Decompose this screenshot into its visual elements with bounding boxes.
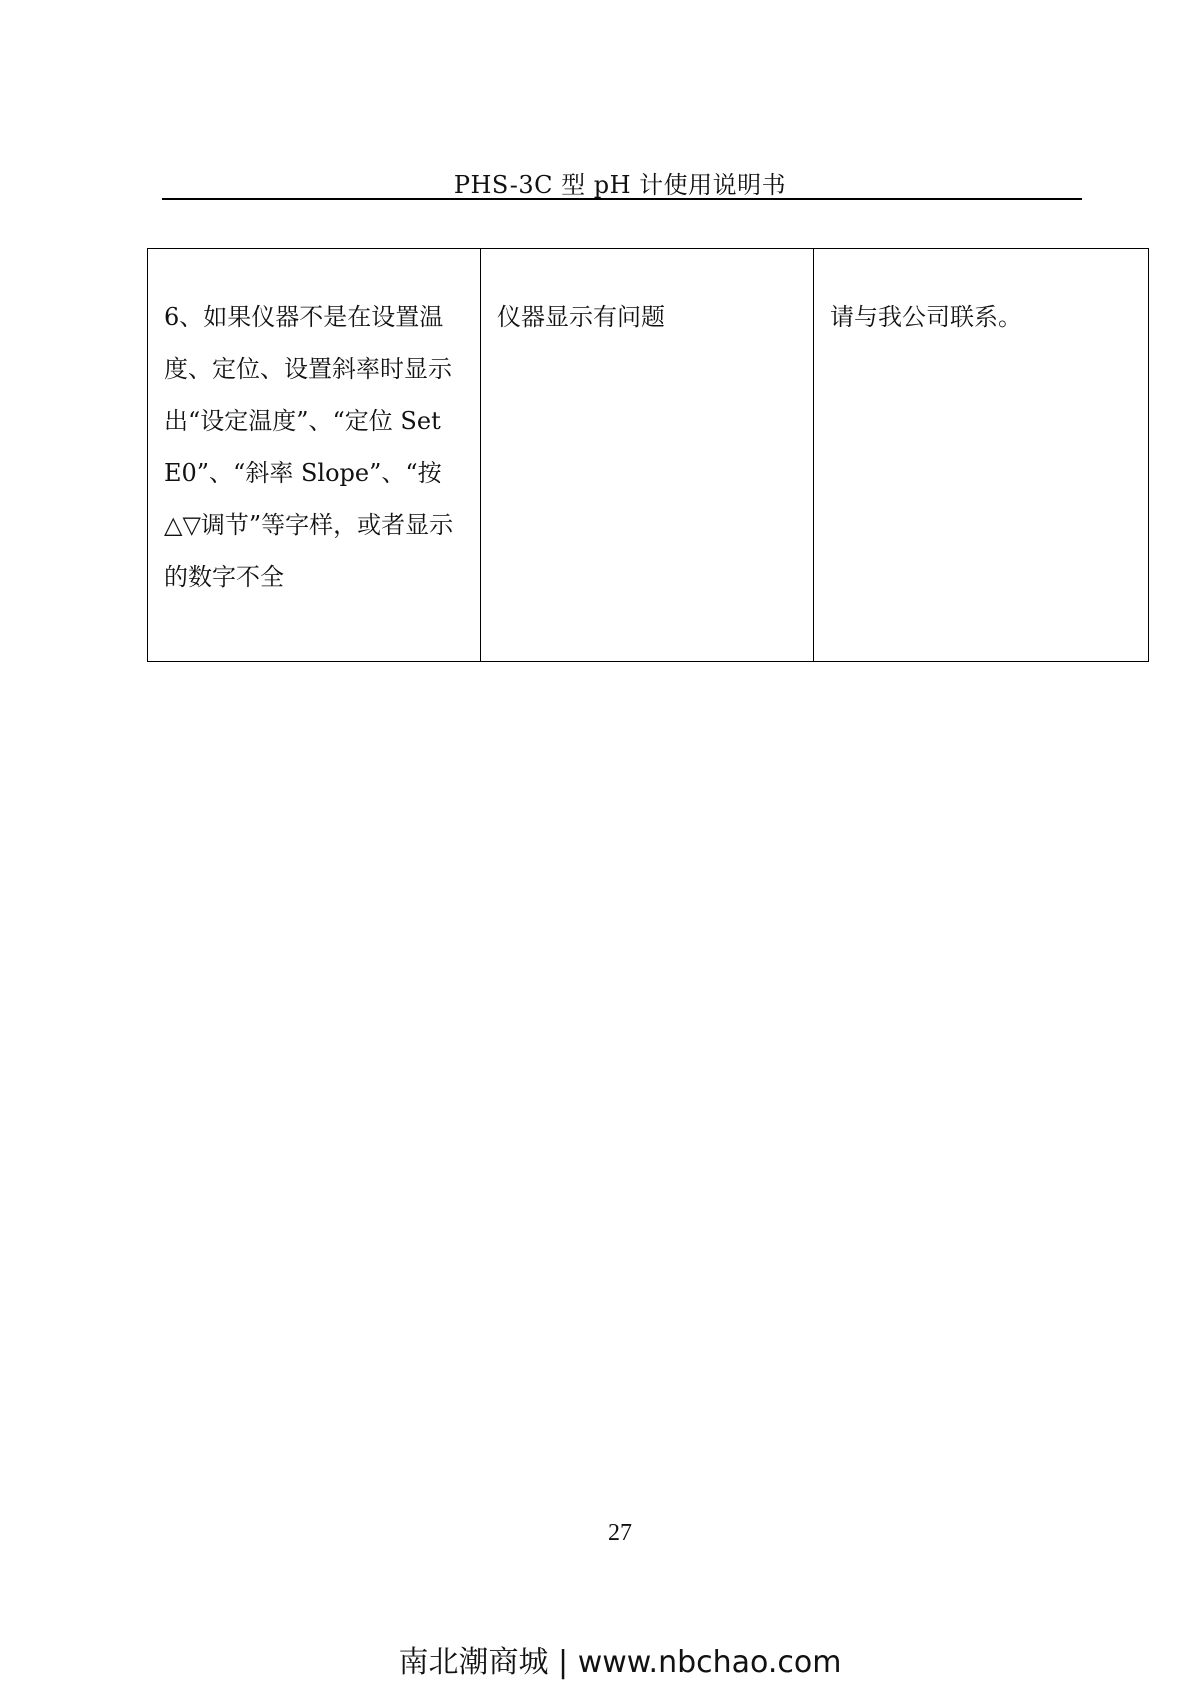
header-rule (162, 198, 1082, 200)
header-title: PHS-3C 型 pH 计使用说明书 (453, 171, 787, 199)
symptom-cell: 6、如果仪器不是在设置温度、定位、设置斜率时显示出“设定温度”、“定位 Set E0”、“斜率 Slope”、“按△▽调节”等字样，或者显示的数字不全 (148, 249, 481, 662)
cause-cell: 仪器显示有问题 (481, 249, 814, 662)
remedy-cell: 请与我公司联系。 (814, 249, 1149, 662)
watermark-text: 南北潮商城 | www.nbchao.com (398, 1645, 842, 1680)
table-row (148, 249, 1149, 662)
troubleshooting-table (147, 248, 1149, 662)
page-number: 27 (608, 1520, 632, 1546)
